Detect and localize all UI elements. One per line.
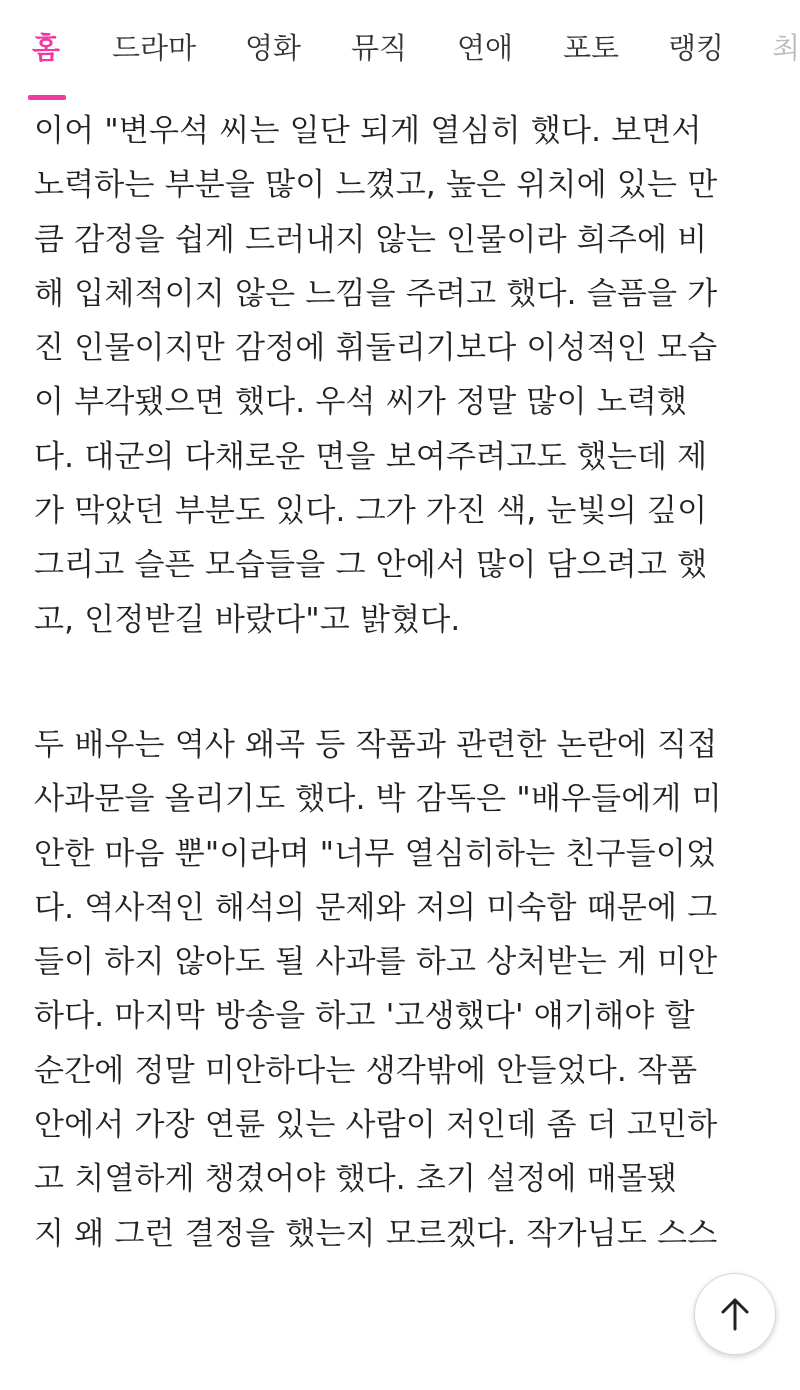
top-nav — [0, 0, 800, 102]
text-line: 두 배우는 역사 왜곡 등 작품과 관련한 논란에 직접 — [34, 726, 718, 763]
text-line: 들이 하지 않아도 될 사과를 하고 상처받는 게 미안 — [34, 944, 718, 981]
text-line: 지 왜 그런 결정을 했는지 모르겠다. 작가님도 스스 — [34, 1215, 718, 1252]
tab-home[interactable]: 홈 — [32, 31, 61, 65]
text-line: 안에서 가장 연륜 있는 사람이 저인데 좀 더 고민하 — [34, 1107, 718, 1144]
text-line: 다. 대군의 다채로운 면을 보여주려고도 했는데 제 — [34, 438, 708, 475]
article-paragraph — [34, 104, 764, 647]
tab-movie[interactable]: 영화 — [245, 31, 302, 65]
text-line: 순간에 정말 미안하다는 생각밖에 안들었다. 작품 — [34, 1052, 698, 1089]
tab-latest-partial[interactable]: 최 — [772, 31, 800, 65]
arrow-up-icon — [715, 1294, 755, 1334]
text-line: 하다. 마지막 방송을 하고 '고생했다' 얘기해야 할 — [34, 998, 695, 1035]
text-line: 진 인물이지만 감정에 휘둘리기보다 이성적인 모습 — [34, 330, 718, 367]
tab-ranking[interactable]: 랭킹 — [668, 31, 725, 65]
tab-photo[interactable]: 포토 — [563, 31, 620, 65]
tab-drama[interactable]: 드라마 — [112, 31, 197, 65]
text-line: 고 치열하게 챙겼어야 했다. 초기 설정에 매몰됐 — [34, 1161, 678, 1198]
scroll-to-top-button[interactable] — [694, 1273, 776, 1355]
text-line: 가 막았던 부분도 있다. 그가 가진 색, 눈빛의 깊이 — [34, 493, 708, 530]
article-body — [34, 104, 764, 1261]
text-line: 다. 역사적인 해석의 문제와 저의 미숙함 때문에 그 — [34, 889, 718, 926]
text-line: 큼 감정을 쉽게 드러내지 않는 인물이라 희주에 비 — [34, 221, 708, 258]
text-line: 사과문을 올리기도 했다. 박 감독은 "배우들에게 미 — [34, 781, 722, 818]
text-line: 노력하는 부분을 많이 느꼈고, 높은 위치에 있는 만 — [34, 167, 718, 204]
text-line: 이 부각됐으면 했다. 우석 씨가 정말 많이 노력했 — [34, 384, 688, 421]
active-tab-indicator — [28, 95, 66, 100]
text-line: 해 입체적이지 않은 느낌을 주려고 했다. 슬픔을 가 — [34, 275, 718, 312]
text-line: 그리고 슬픈 모습들을 그 안에서 많이 담으려고 했 — [34, 547, 708, 584]
text-line: 안한 마음 뿐"이라며 "너무 열심히하는 친구들이었 — [34, 835, 717, 872]
paragraph-gap — [34, 647, 764, 718]
article-paragraph — [34, 718, 764, 1261]
text-line: 이어 "변우석 씨는 일단 되게 열심히 했다. 보면서 — [34, 113, 702, 149]
text-line: 고, 인정받길 바랐다"고 밝혔다. — [34, 601, 461, 638]
tab-entertainment[interactable]: 연애 — [457, 31, 514, 65]
tab-music[interactable]: 뮤직 — [351, 31, 408, 65]
